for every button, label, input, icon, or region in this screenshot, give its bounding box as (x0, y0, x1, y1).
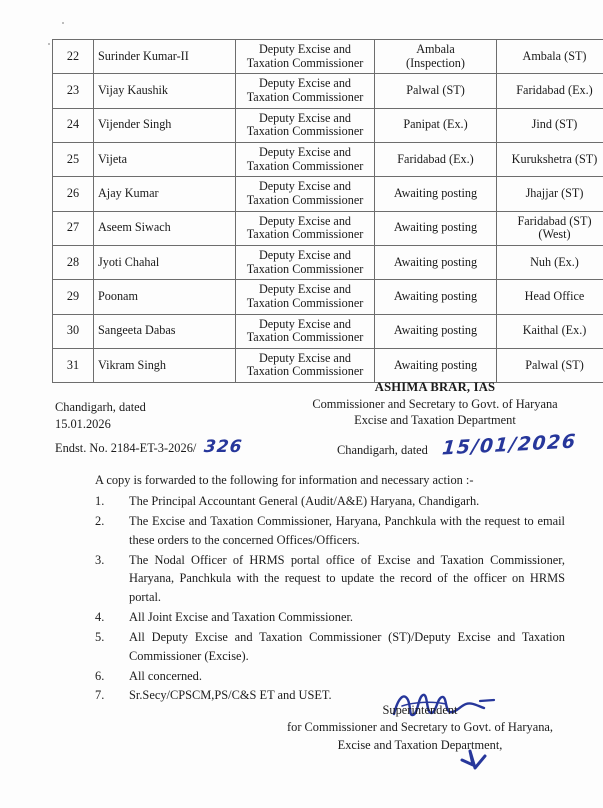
scan-speck (62, 22, 64, 24)
footer-designation: Superintendent (382, 703, 458, 717)
list-item (95, 512, 565, 550)
table-row (53, 177, 603, 211)
signatory-title-line-1: Commissioner and Secretary to Govt. of Haryana (312, 396, 558, 411)
cell-designation: Deputy Excise and Taxation Commissioner (236, 245, 375, 279)
footer-signature-line-2: Excise and Taxation Department, (337, 737, 503, 752)
cell-present-posting: Palwal (ST) (375, 74, 497, 108)
signatory-name: ASHIMA BRAR, IAS (374, 380, 496, 394)
cell-name: Vijay Kaushik (94, 74, 236, 108)
cell-posted-to: Palwal (ST) (497, 348, 603, 382)
cell-present-posting: Awaiting posting (375, 211, 497, 245)
footer-signature-line-1: for Commissioner and Secretary to Govt. of Haryana, (287, 720, 553, 735)
cell-sr-no: 31 (53, 348, 94, 382)
table-row (53, 280, 603, 314)
postings-table-body (53, 40, 603, 383)
cell-name: Aseem Siwach (94, 211, 236, 245)
cell-sr-no: 24 (53, 108, 94, 142)
list-item (95, 608, 565, 627)
list-item (95, 492, 565, 511)
list-item-text: All Joint Excise and Taxation Commissioner. (129, 610, 353, 625)
cell-posted-to: Jhajjar (ST) (497, 177, 603, 211)
table-row (53, 314, 603, 348)
cell-present-posting: Awaiting posting (375, 314, 497, 348)
signatory-block (290, 379, 580, 428)
footer-signature-block (250, 702, 590, 754)
cell-present-posting: Faridabad (Ex.) (375, 142, 497, 176)
list-item-number: 2. (95, 513, 105, 528)
forwarded-list (95, 492, 565, 706)
cell-designation: Deputy Excise and Taxation Commissioner (236, 108, 375, 142)
list-item-number: 7. (95, 688, 105, 703)
table-row (53, 74, 603, 108)
cell-posted-to: Faridabad (ST) (West) (497, 211, 603, 245)
cell-sr-no: 27 (53, 211, 94, 245)
list-item (95, 667, 565, 686)
list-item (95, 551, 565, 608)
cell-present-posting: Awaiting posting (375, 177, 497, 211)
cell-posted-to: Faridabad (Ex.) (497, 74, 603, 108)
place-line: Chandigarh, dated (55, 400, 146, 414)
endorsement-label: Endst. No. 2184-ET-3-2026/ (55, 441, 197, 455)
list-item-text: The Principal Accountant General (Audit/A&E) Haryana, Chandigarh. (129, 494, 480, 508)
table-row (53, 142, 603, 176)
cell-sr-no: 30 (53, 314, 94, 348)
postings-table-container (52, 39, 598, 383)
list-item-number: 6. (95, 668, 105, 683)
list-item-text: Sr.Secy/CPSCM,PS/C&S ET and USET. (129, 688, 332, 703)
cell-present-posting: Ambala (Inspection) (375, 40, 497, 74)
cell-posted-to: Kaithal (Ex.) (497, 314, 603, 348)
date-line: 15.01.2026 (55, 416, 111, 431)
list-item-number: 5. (95, 629, 105, 644)
cell-present-posting: Awaiting posting (375, 280, 497, 314)
table-row (53, 108, 603, 142)
place-date-block (55, 399, 146, 432)
cell-posted-to: Jind (ST) (497, 108, 603, 142)
cell-sr-no: 23 (53, 74, 94, 108)
list-item-number: 3. (95, 552, 105, 567)
endorsement-number (55, 437, 243, 457)
table-row (53, 211, 603, 245)
cell-posted-to: Kurukshetra (ST) (497, 142, 603, 176)
cell-designation: Deputy Excise and Taxation Commissioner (236, 74, 375, 108)
cell-sr-no: 26 (53, 177, 94, 211)
cell-sr-no: 25 (53, 142, 94, 176)
cell-present-posting: Awaiting posting (375, 348, 497, 382)
cell-name: Poonam (94, 280, 236, 314)
cell-name: Sangeeta Dabas (94, 314, 236, 348)
list-item-text: All Deputy Excise and Taxation Commissioner (ST)/Deputy Excise and Taxation Commissioner (Excise). (129, 629, 565, 663)
signatory-title-line-2: Excise and Taxation Department (354, 412, 516, 427)
list-item-number: 4. (95, 610, 105, 625)
cell-sr-no: 29 (53, 280, 94, 314)
endorsement-date (337, 430, 578, 460)
cell-name: Surinder Kumar-II (94, 40, 236, 74)
list-item-text: The Nodal Officer of HRMS portal office of Excise and Taxation Commissioner, Haryana, Panchkula with the request to update the record of the officer on HRMS portal. (129, 552, 565, 605)
cell-name: Vijeta (94, 142, 236, 176)
table-row (53, 245, 603, 279)
cell-designation: Deputy Excise and Taxation Commissioner (236, 314, 375, 348)
cell-designation: Deputy Excise and Taxation Commissioner (236, 280, 375, 314)
cell-name: Jyoti Chahal (94, 245, 236, 279)
list-item-number: 1. (95, 494, 105, 508)
cell-designation: Deputy Excise and Taxation Commissioner (236, 177, 375, 211)
cell-name: Vijender Singh (94, 108, 236, 142)
postings-table (52, 39, 603, 383)
forwarded-lead-text: A copy is forwarded to the following for information and necessary action :- (95, 473, 474, 487)
cell-posted-to: Ambala (ST) (497, 40, 603, 74)
cell-designation: Deputy Excise and Taxation Commissioner (236, 142, 375, 176)
handwritten-endorsement-number: 326 (203, 437, 244, 457)
cell-name: Vikram Singh (94, 348, 236, 382)
endorsement-date-label: Chandigarh, dated (337, 443, 428, 457)
cell-posted-to: Nuh (Ex.) (497, 245, 603, 279)
table-row (53, 348, 603, 382)
table-row (53, 40, 603, 74)
list-item-text: The Excise and Taxation Commissioner, Haryana, Panchkula with the request to email these orders to the concerned Offices/Officers. (129, 513, 565, 547)
cell-name: Ajay Kumar (94, 177, 236, 211)
cell-present-posting: Panipat (Ex.) (375, 108, 497, 142)
handwritten-endorsement-date: 15/01/2026 (440, 430, 578, 460)
cell-sr-no: 28 (53, 245, 94, 279)
cell-posted-to: Head Office (497, 280, 603, 314)
scan-speck (48, 43, 50, 45)
list-item (95, 628, 565, 666)
cell-sr-no: 22 (53, 40, 94, 74)
cell-designation: Deputy Excise and Taxation Commissioner (236, 40, 375, 74)
cell-present-posting: Awaiting posting (375, 245, 497, 279)
list-item-text: All concerned. (129, 668, 202, 683)
cell-designation: Deputy Excise and Taxation Commissioner (236, 348, 375, 382)
cell-designation: Deputy Excise and Taxation Commissioner (236, 211, 375, 245)
